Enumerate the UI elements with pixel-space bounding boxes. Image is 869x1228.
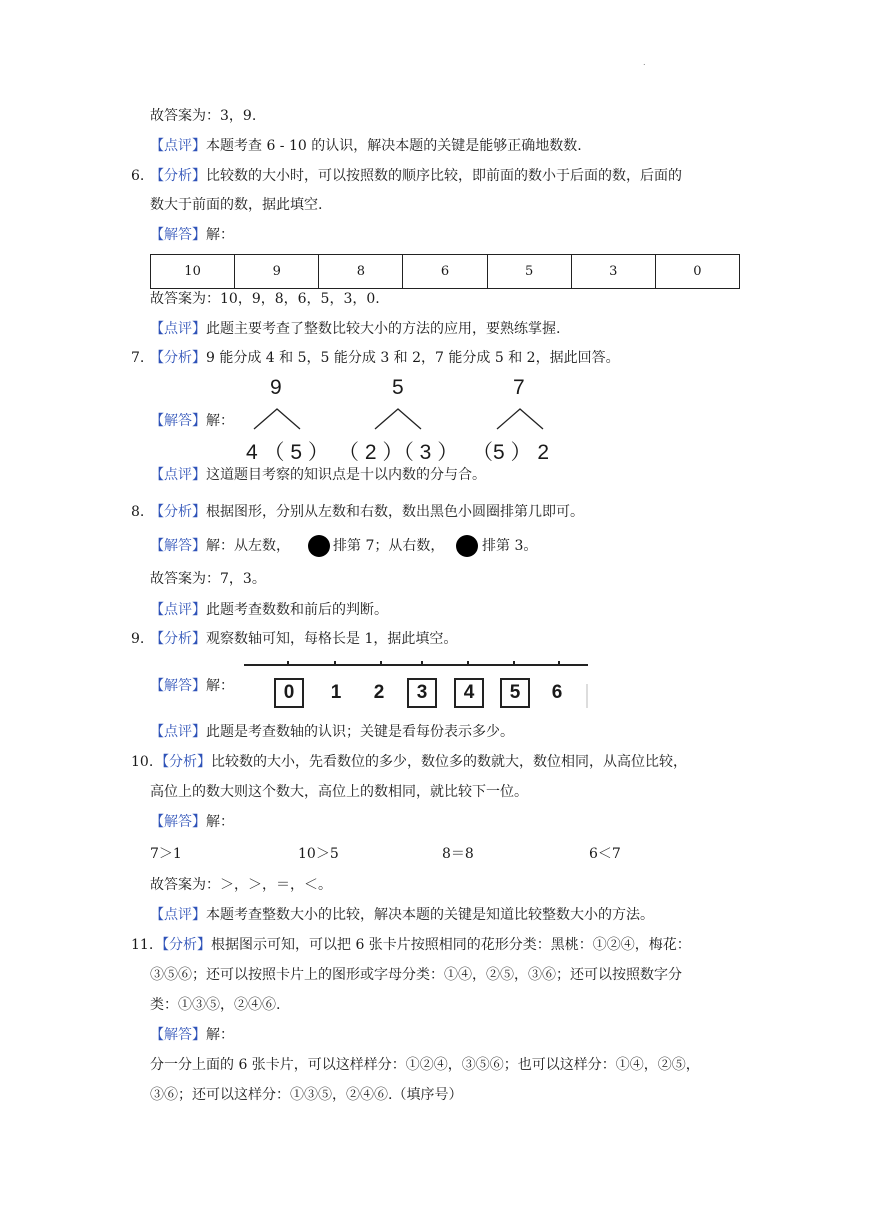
question-number: 9. [131,631,145,647]
comment-text: 本题考查整数大小的比较，解决本题的关键是知道比较整数大小的方法。 [206,907,654,923]
solution-text: 排第 3。 [482,538,538,554]
solution-tag: 【解答】 [150,1027,206,1043]
solution-text: ③⑥；还可以这样分：①③⑤，②④⑥.（填序号） [150,1087,463,1103]
analysis-line [150,167,682,185]
question-number: 8. [131,504,145,520]
solution-text: 解： [206,227,234,243]
analysis-line [150,503,584,521]
solution-tag: 【解答】 [150,413,206,429]
solution-tag: 【解答】 [150,678,206,694]
bond-parts: 4 （ 5 ） [246,441,329,464]
comment-text: 这道题目考察的知识点是十以内数的分与合。 [206,467,486,483]
analysis-line [155,936,691,954]
bond-whole: 5 [392,376,404,399]
analysis-text: 类：①③⑤，②④⑥. [150,997,281,1013]
analysis-tag: 【分析】 [150,350,206,366]
sequence-cell: 5 [487,255,571,289]
solution-line [150,677,234,695]
comment-text: 本题考查 6 - 10 的认识，解决本题的关键是能够正确地数数. [206,138,582,154]
analysis-tag: 【分析】 [155,754,211,770]
solution-line [150,1026,234,1044]
comment-tag: 【点评】 [150,321,206,337]
analysis-text: 比较数的大小时，可以按照数的顺序比较，即前面的数小于后面的数，后面的 [206,168,682,184]
bond-parts: （ 2 ）（ 3 ） [338,441,459,464]
answer-text: 故答案为：7，3。 [150,571,266,587]
number-line-figure [244,658,590,714]
analysis-line [155,753,687,771]
sequence-cell: 10 [151,255,235,289]
solution-text: 解： [206,678,234,694]
analysis-line [150,630,457,648]
comment-tag: 【点评】 [150,907,206,923]
analysis-tag: 【分析】 [150,168,206,184]
answer-text: 故答案为：3，9. [150,108,257,124]
analysis-tag: 【分析】 [155,937,211,953]
sequence-cell: 9 [235,255,319,289]
comment-tag: 【点评】 [150,602,206,618]
sequence-table [150,254,740,289]
comparison-item: 8＝8 [442,846,474,862]
question-number: 10. [131,754,154,770]
solution-text: 解： [206,814,234,830]
solution-text: 分一分上面的 6 张卡片，可以这样样分：①②④，③⑤⑥；也可以这样分：①④，②⑤， [150,1057,700,1073]
comparison-item: 6＜7 [589,846,621,862]
number-line-label: 2 [373,682,385,703]
sequence-cell: 6 [403,255,487,289]
solution-line [150,412,234,430]
analysis-line [150,349,620,367]
analysis-text: 数大于前面的数，据此填空. [150,197,323,213]
comparison-item: 10＞5 [298,846,339,862]
comment-tag: 【点评】 [150,138,206,154]
number-bond-figure [244,376,564,466]
solution-line [150,537,290,555]
answer-text: 故答案为：＞，＞，＝，＜。 [150,877,332,893]
black-circle-icon [456,535,478,557]
comment-tag: 【点评】 [150,724,206,740]
sequence-cell: 3 [571,255,655,289]
comment-text: 此题是考查数轴的认识；关键是看每份表示多少。 [206,724,514,740]
analysis-tag: 【分析】 [150,631,206,647]
comment-line [150,320,560,338]
analysis-tag: 【分析】 [150,504,206,520]
solution-line [150,813,234,831]
analysis-text: 高位上的数大则这个数大，高位上的数相同，就比较下一位。 [150,784,528,800]
question-number: 6. [131,168,145,184]
answer-text: 故答案为：10，9，8，6，5，3，0. [150,291,380,307]
question-number: 11. [131,937,154,953]
analysis-text: 比较数的大小，先看数位的多少，数位多的数就大，数位相同，从高位比较， [211,754,687,770]
comment-line [150,601,388,619]
solution-text: 解： [206,1027,234,1043]
solution-tag: 【解答】 [150,538,206,554]
sequence-cell: 8 [319,255,403,289]
analysis-text: 根据图形，分别从左数和右数，数出黑色小圆圈排第几即可。 [206,504,584,520]
number-line-box: 0 [274,678,304,708]
sequence-cell: 0 [655,255,739,289]
number-line-box: 4 [454,678,484,708]
comment-line [150,906,654,924]
question-number: 7. [131,350,145,366]
comment-line [150,137,582,155]
solution-text: 解： [206,413,234,429]
bond-whole: 7 [513,376,525,399]
number-line-label: 6 [551,682,563,703]
number-line-box: 5 [500,678,530,708]
comparison-item: 7＞1 [150,846,182,862]
analysis-text: ③⑤⑥；还可以按照卡片上的图形或字母分类：①④，②⑤，③⑥；还可以按照数字分 [150,967,682,983]
bond-parts: （5 ） 2 [472,441,550,464]
analysis-text: 9 能分成 4 和 5，5 能分成 3 和 2，7 能分成 5 和 2，据此回答。 [206,350,620,366]
number-line-label: 1 [330,682,342,703]
comment-tag: 【点评】 [150,467,206,483]
bond-whole: 9 [270,376,282,399]
comment-line [150,723,514,741]
solution-line [150,226,234,244]
number-line-box: 3 [407,678,437,708]
solution-tag: 【解答】 [150,814,206,830]
analysis-text: 观察数轴可知，每格长是 1，据此填空。 [206,631,458,647]
comment-line [150,466,486,484]
solution-text: 解：从左数， [206,538,290,554]
comment-text: 此题考查数数和前后的判断。 [206,602,388,618]
comment-text: 此题主要考查了整数比较大小的方法的应用，要熟练掌握. [206,321,561,337]
analysis-text: 根据图示可知，可以把 6 张卡片按照相同的花形分类：黑桃：①②④，梅花： [211,937,691,953]
header-dot: . [643,58,646,67]
solution-text: 排第 7；从右数， [333,538,445,554]
solution-tag: 【解答】 [150,227,206,243]
black-circle-icon [308,535,330,557]
